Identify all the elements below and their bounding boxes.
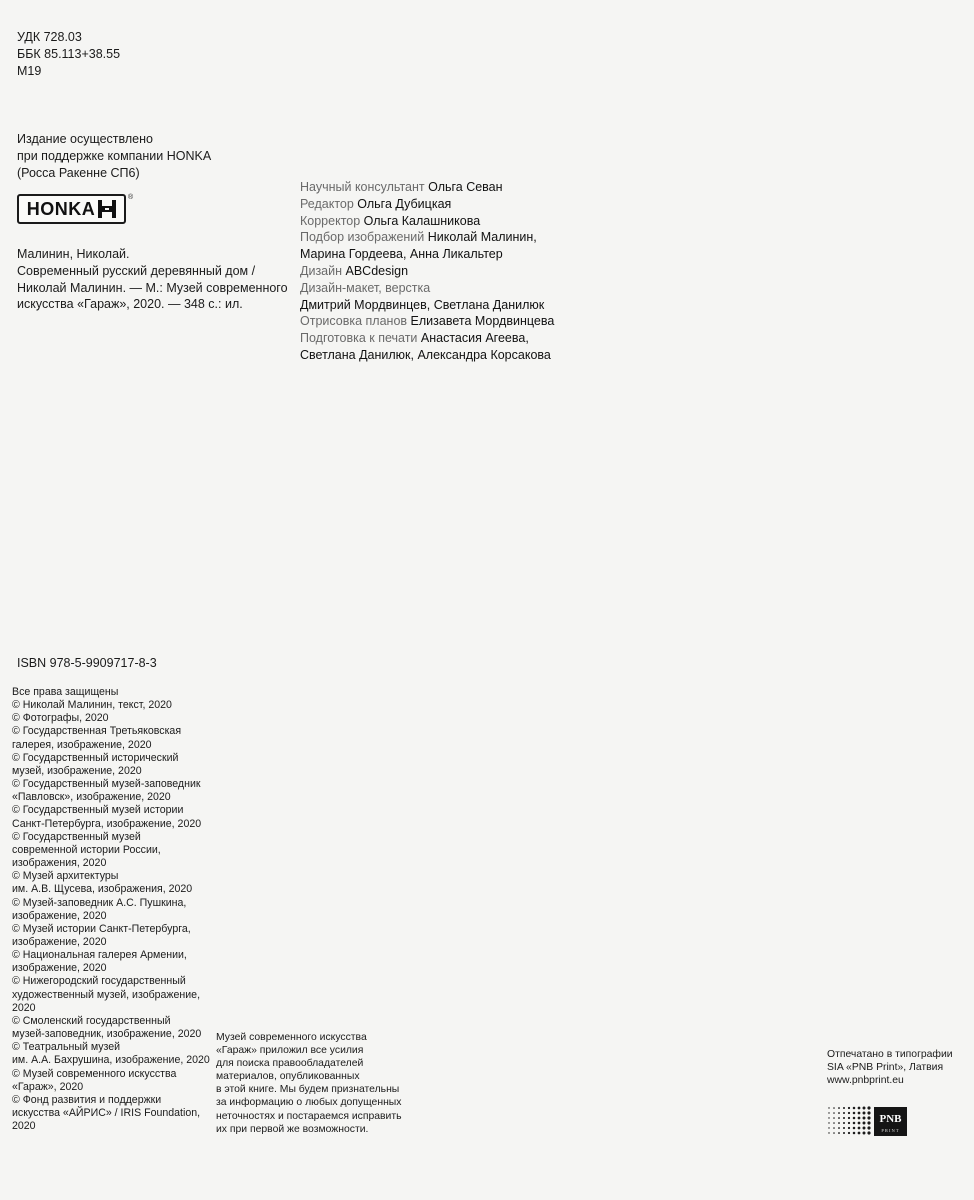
rights-line: © Национальная галерея Армении,: [12, 949, 187, 962]
credit-role: Подготовка к печати: [300, 331, 421, 346]
disclaimer-line: Музей современного искусства: [216, 1032, 367, 1043]
rights-line: © Николай Малинин, текст, 2020: [12, 699, 172, 712]
disclaimer-line: для поиска правообладателей: [216, 1058, 364, 1070]
credits-block: [300, 179, 554, 364]
author-mark: М19: [17, 63, 42, 78]
pnb-dots-icon: [828, 1106, 870, 1134]
credit-line: [300, 313, 554, 330]
credit-role: Дизайн-макет, верстка: [300, 280, 431, 295]
rights-line: © Фотографы, 2020: [12, 712, 109, 725]
rights-line: © Театральный музей: [12, 1041, 121, 1054]
rights-line: 2020: [12, 1001, 36, 1014]
biblio-line: Малинин, Николай.: [17, 247, 130, 261]
rights-line: искусства «АЙРИС» / IRIS Foundation,: [12, 1107, 201, 1119]
rights-line: изображения, 2020: [12, 857, 107, 870]
credit-role: Редактор: [300, 196, 358, 211]
credit-line: [300, 229, 554, 246]
credit-name: Елизавета Мордвинцева: [410, 314, 555, 329]
biblio-line: Современный русский деревянный дом /: [17, 263, 256, 278]
rights-line: © Фонд развития и поддержки: [12, 1093, 162, 1106]
credit-name: Светлана Данилюк, Александра Корсакова: [300, 347, 551, 362]
udc-bbk-block: [17, 29, 120, 79]
credit-line: [300, 330, 554, 347]
rights-line: музей-заповедник, изображение, 2020: [12, 1028, 202, 1041]
rights-line: © Государственная Третьяковская: [12, 725, 182, 738]
pnb-print-logo: [826, 1105, 908, 1137]
support-note: [17, 131, 211, 181]
credit-line: [300, 246, 554, 263]
rights-line: © Государственный музей: [12, 830, 141, 843]
museum-disclaimer: [216, 1031, 402, 1136]
rights-line: Санкт-Петербурга, изображение, 2020: [12, 817, 202, 830]
credit-line: [300, 263, 554, 280]
credit-line: [300, 196, 554, 213]
printer-line: SIA «PNB Print», Латвия: [827, 1062, 944, 1074]
credit-role: Подбор изображений: [300, 230, 428, 245]
printer-url: www.pnbprint.eu: [827, 1075, 904, 1087]
credit-line: [300, 280, 554, 297]
credit-name: Николай Малинин,: [427, 230, 537, 245]
honka-logo: [17, 194, 126, 224]
isbn: ISBN 978-5-9909717-8-3: [17, 656, 157, 670]
credit-line: [300, 179, 554, 196]
rights-line: © Нижегородский государственный: [12, 975, 186, 988]
pnb-logo-subtext: PRINT: [881, 1128, 900, 1133]
credit-name: ABCdesign: [345, 263, 409, 278]
pnb-logo-text: PNB: [879, 1113, 902, 1125]
disclaimer-line: в этой книге. Мы будем признательны: [216, 1084, 400, 1096]
biblio-line: искусства «Гараж», 2020. — 348 с.: ил.: [17, 297, 243, 312]
credit-role: Отрисовка планов: [300, 314, 411, 329]
disclaimer-line: их при первой же возможности.: [216, 1123, 369, 1135]
credit-role: Дизайн: [300, 263, 346, 278]
rights-line: Все права защищены: [12, 686, 119, 698]
disclaimer-line: неточностях и постараемся исправить: [216, 1110, 402, 1122]
bibliographic-record: [17, 246, 288, 313]
printer-info: [827, 1048, 953, 1087]
rights-line: изображение, 2020: [12, 909, 107, 922]
rights-line: © Музей современного искусства: [12, 1067, 177, 1080]
udc-code: УДК 728.03: [17, 30, 82, 44]
rights-line: © Государственный музей истории: [12, 804, 184, 817]
rights-line: музей, изображение, 2020: [12, 764, 142, 777]
honka-h-icon: [98, 200, 116, 218]
rights-line: изображение, 2020: [12, 962, 107, 975]
support-line: при поддержке компании HONKA: [17, 148, 212, 163]
credit-name: Дмитрий Мордвинцев, Светлана Данилюк: [300, 297, 545, 312]
rights-line: галерея, изображение, 2020: [12, 738, 152, 751]
credit-line: [300, 347, 554, 364]
disclaimer-line: за информацию о любых допущенных: [216, 1097, 402, 1109]
disclaimer-line: «Гараж» приложил все усилия: [216, 1045, 364, 1057]
rights-line: © Государственный музей-заповедник: [12, 778, 201, 791]
credit-line: [300, 213, 554, 230]
rights-line: 2020: [12, 1120, 36, 1133]
support-line: (Росса Ракенне СП6): [17, 165, 140, 180]
rights-line: © Музей-заповедник А.С. Пушкина,: [12, 896, 187, 909]
copyright-list: [12, 686, 210, 1133]
rights-line: современной истории России,: [12, 843, 161, 856]
bbk-code: ББК 85.113+38.55: [17, 46, 121, 61]
rights-line: © Музей истории Санкт-Петербурга,: [12, 922, 191, 935]
rights-line: © Государственный исторический: [12, 751, 179, 764]
printer-line: Отпечатано в типографии: [827, 1049, 953, 1060]
disclaimer-line: материалов, опубликованных: [216, 1071, 360, 1083]
rights-line: им. А.А. Бахрушина, изображение, 2020: [12, 1054, 210, 1067]
honka-wordmark: HONKA: [26, 198, 96, 219]
rights-line: © Смоленский государственный: [12, 1014, 171, 1027]
credit-name: Ольга Севан: [428, 180, 503, 194]
credit-role: Научный консультант: [300, 180, 429, 194]
rights-line: художественный музей, изображение,: [12, 988, 201, 1001]
credit-name: Ольга Калашникова: [363, 213, 481, 228]
biblio-line: Николай Малинин. — М.: Музей современного: [17, 280, 288, 295]
credit-name: Марина Гордеева, Анна Ликальтер: [300, 247, 503, 262]
rights-line: изображение, 2020: [12, 935, 107, 948]
support-line: Издание осуществлено: [17, 132, 153, 146]
rights-line: «Павловск», изображение, 2020: [12, 791, 171, 804]
rights-line: им. А.В. Щусева, изображения, 2020: [12, 883, 193, 896]
credit-name: Анастасия Агеева,: [420, 331, 529, 346]
rights-line: «Гараж», 2020: [12, 1080, 84, 1093]
rights-line: © Музей архитектуры: [12, 870, 119, 883]
registered-mark: ®: [128, 194, 134, 201]
credit-role: Корректор: [300, 213, 364, 228]
credit-line: [300, 297, 554, 314]
credit-name: Ольга Дубицкая: [357, 196, 452, 211]
